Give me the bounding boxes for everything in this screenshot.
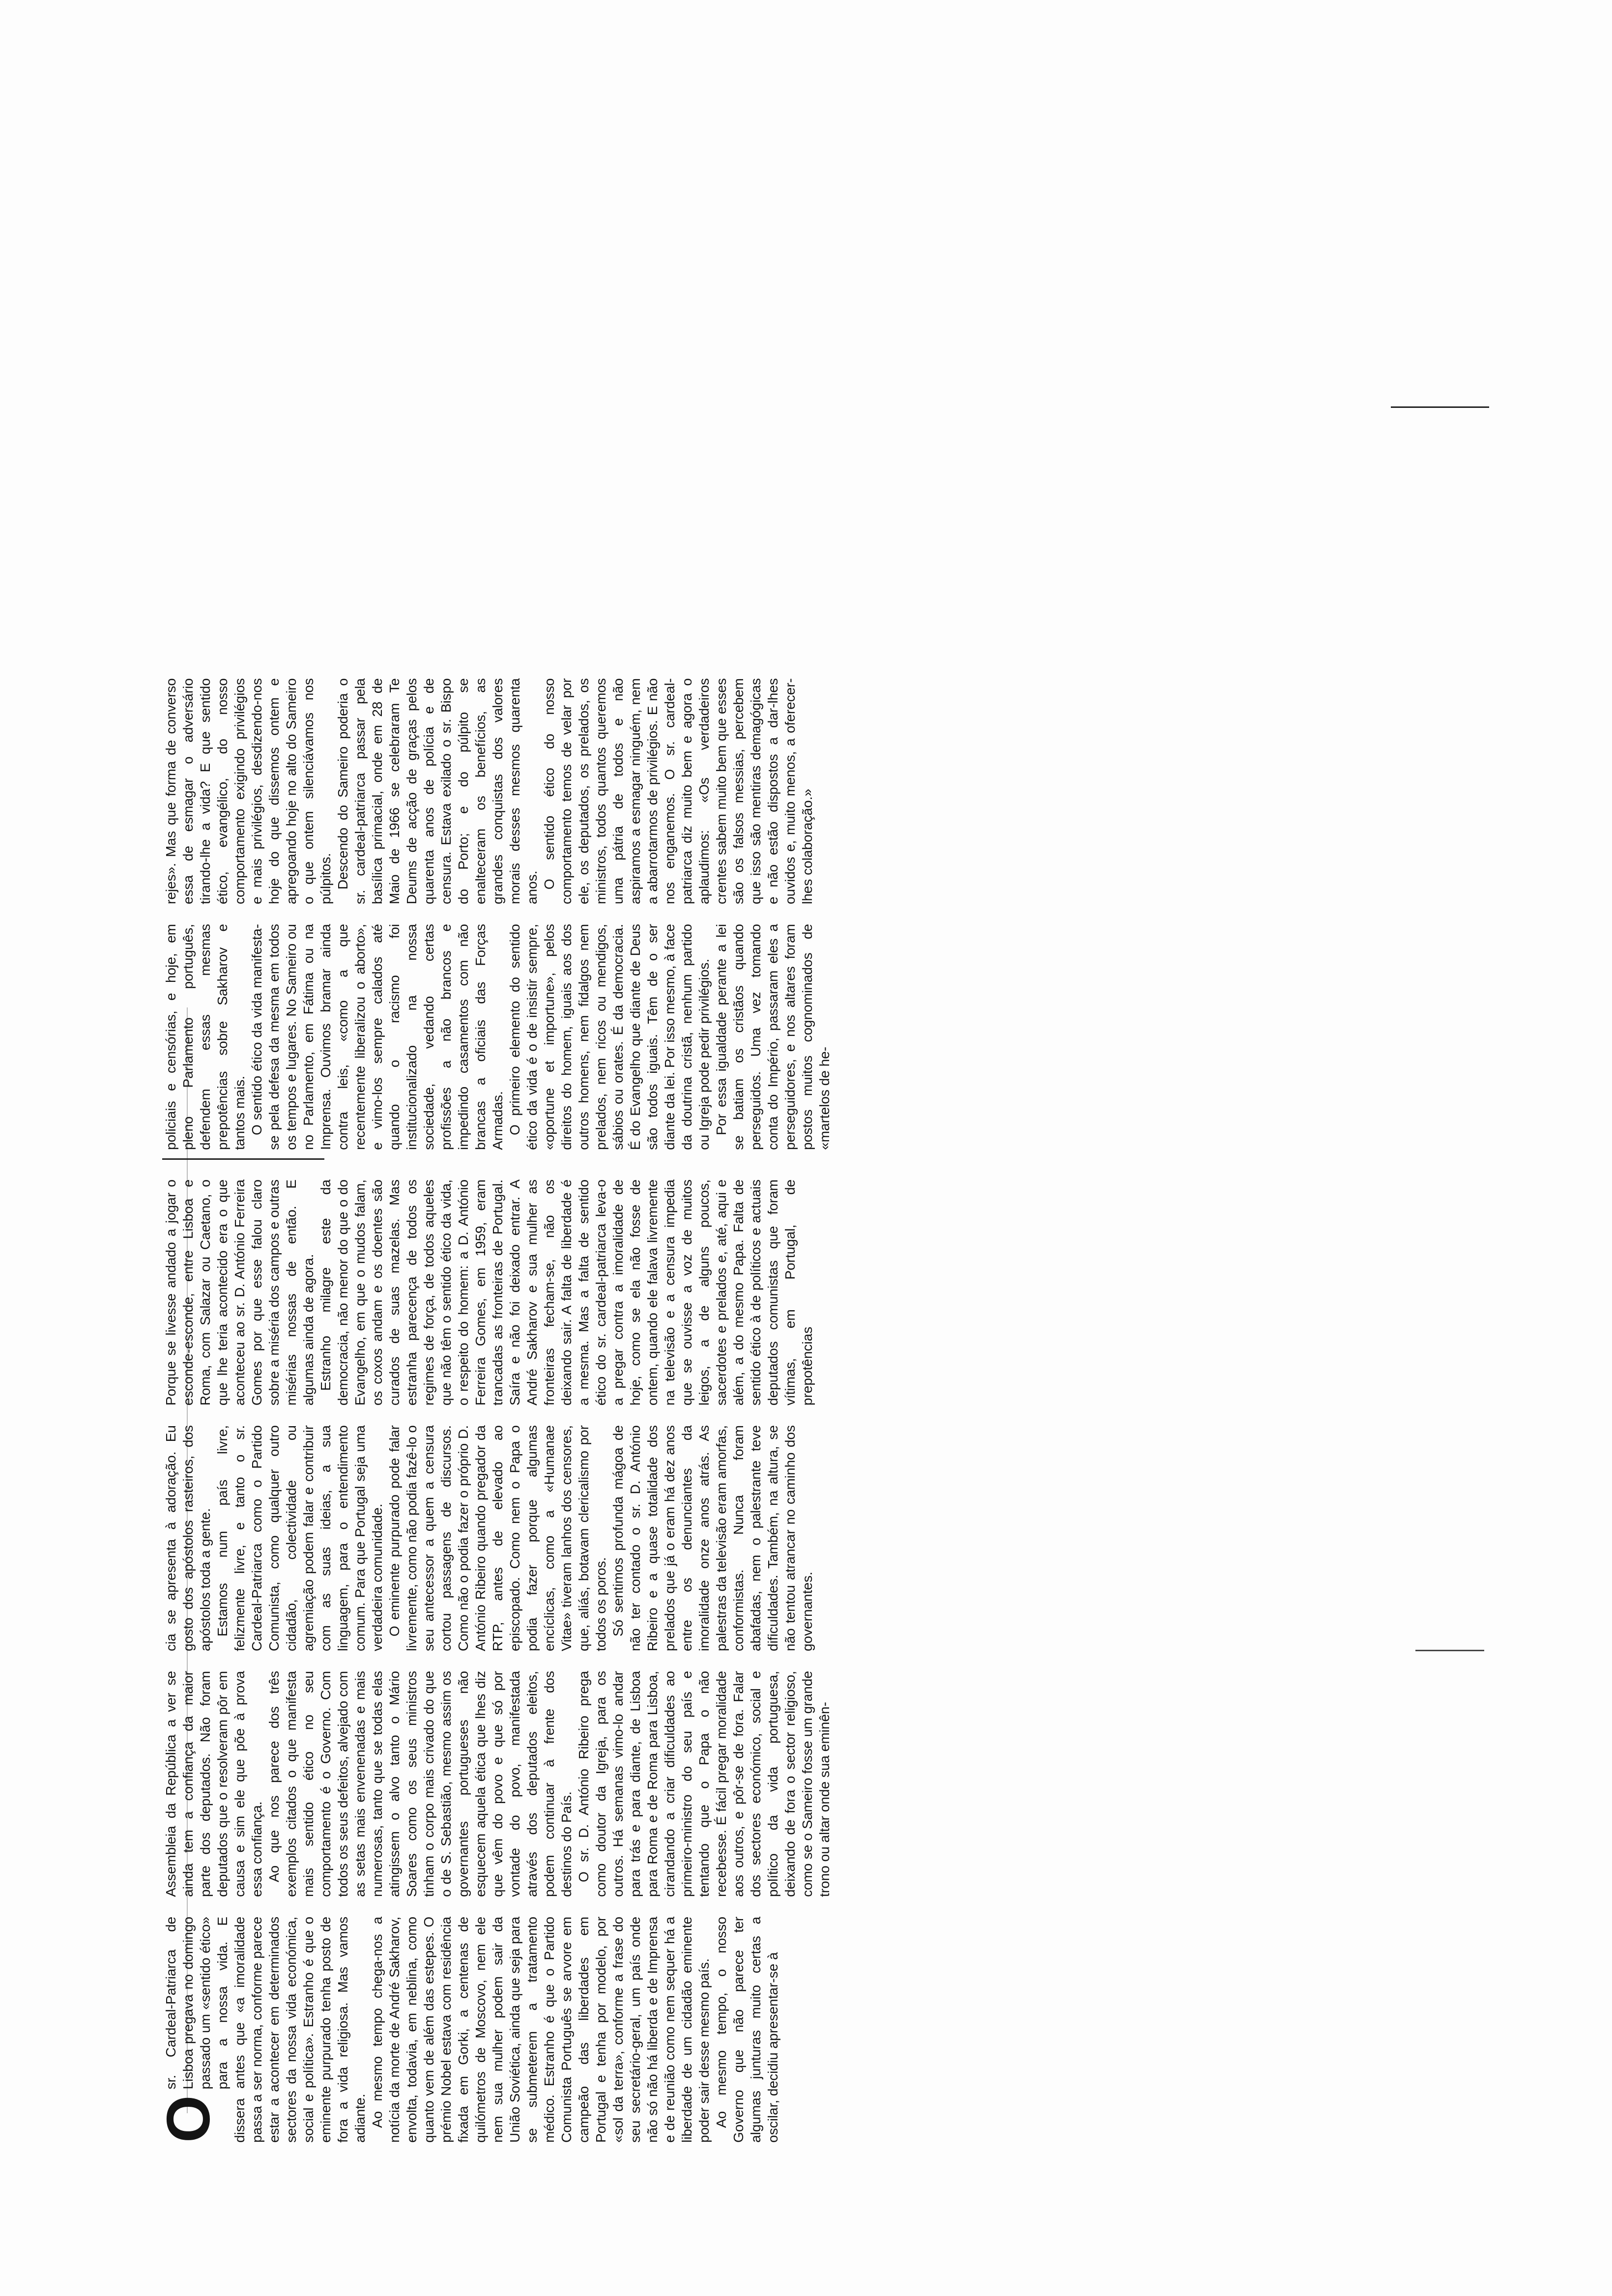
article-column-1	[155, 1917, 781, 2143]
column-rule	[1391, 406, 1489, 408]
paragraph: Por essa igualdade perante a lei se batiam os cristãos quando perseguidos. Uma vez tomando conta do Império, passaram eles a perseguidores, e nos altares foram postos muitos cognominados de «martelos de he-	[714, 924, 832, 1150]
paragraph: Porque se livesse andado a jogar o esconde-esconde, entre Lisboa e Roma, com Salazar ou Caetano, o que lhe teria acontecido era o que aconteceu ao sr. D. António Ferreira Gomes por que esse falou claro sobre a miséria dos campos e outras misérias nossas de então. E algumas ainda de agora.	[163, 1179, 316, 1406]
paragraph: O primeiro elemento do sentido ético da vida é o de insistir sempre, «oportune et importune», pelos direitos do homem, iguais aos dos outros homens, nem fidalgos nem prelados, nem ricos ou mendigos, sábios ou orates. É da democracia. É do Evangelho que diante de Deus são todos iguais. Têm de o ser diante da lei. Por isso mesmo, à face da doutrina cristã, nenhum partido ou Igreja pode pedir privilégios.	[507, 924, 712, 1150]
paragraph: Ao mesmo tempo, o nosso Governo que não parece ter algumas junturas muito certas a oscilar, decidiu apresentar-se à	[714, 1917, 780, 2143]
column-rule	[162, 1158, 324, 1160]
paragraph: policiais e censórias, e hoje, em pleno Parlamento português, defendem essas mesmas prepotências sobre Sakharov e tantos mais.	[163, 924, 247, 1150]
article-column-2	[162, 1671, 833, 1897]
paragraph: cia se apresenta à adoração. Eu gosto dos apóstolos rasteiros, dos apóstolos toda a gente.	[163, 1425, 213, 1651]
paragraph: rejes». Mas que forma de converso essa de esmagar o adversário tirando-lhe a vida? E que sentido ético, evangélico, do nosso comportamento exigindo privilégios e mais privilégios, desdizendo-nos hoje do que dissemos ontem e apregoando hoje no alto do Sameiro o que ontem silenciávamos nos púlpitos.	[163, 678, 333, 904]
drop-cap: O	[155, 2095, 223, 2143]
paragraph: O eminente purpurado pode falar livremente, como não podia fazê-lo o seu antecessor a quem a censura cortou passagens de discursos. Como não o podia fazer o próprio D. António Ribeiro quando pregador da RTP, antes de elevado ao episcopado. Como nem o Papa o podia fazer porque algumas encíclicas, como a «Humanae Vitae» tiveram lanhos dos censores, que, aliás, botavam clericalismo por todos os poros.	[387, 1425, 608, 1651]
column-rule	[1415, 1650, 1484, 1651]
paragraph: Assembleia da República a ver se ainda tem a confiança da maior parte dos deputados. Não foram deputados que o resolveram pôr em causa e sim ele que põe à prova essa confiança.	[163, 1671, 264, 1897]
paragraph	[155, 1917, 369, 2143]
paragraph: O sentido ético da vida manifesta-se pela defesa da mesma em todos os tempos e lugares. No Sameiro ou no Parlamento, em Fátima ou na Imprensa. Ouvimos bramar ainda contra leis, «como a que recentemente liberalizou o aborto», e vimo-los sempre calados até quando o racismo foi institucionalizado na nossa sociedade, vedando certas profissões a não brancos e impedindo casamentos com não brancas a oficiais das Forças Armadas.	[249, 924, 505, 1150]
paragraph: Estamos num país livre, felizmente livre, e tanto o sr. Cardeal-Patriarca como o Partido Comunista, como qualquer outro cidadão, colectividade ou agremiação podem falar e contribuir com as suas ideias, a sua linguagem, para o entendimento comum. Para que Portugal seja uma verdadeira comunidade.	[215, 1425, 385, 1651]
article-column-4	[162, 1179, 816, 1406]
paragraph: O sr. D. António Ribeiro prega como doutor da Igreja, para os outros. Há semanas vimo-lo andar para trás e para diante, de Lisboa para Roma e de Roma para Lisboa, cirandando a criar dificuldades ao primeiro-ministro do seu país e tentando que o Papa o não recebesse. É fácil pregar moralidade aos outros, e pôr-se de fora. Falar dos sectores económico, social e político da vida portuguesa, deixando de fora o sector religioso, como se o Sameiro fosse um grande trono ou altar onde sua eminên-	[576, 1671, 832, 1897]
paragraph: Descendo do Sameiro poderia o sr. cardeal-patriarca passar pela basílica primacial, onde em 28 de Maio de 1966 se celebraram Te Deums de acção de graças pelos quarenta anos de polícia e de censura. Estava exilado o sr. Bispo do Porto; e do púlpito se enalteceram os benefícios, as grandes conquistas dos valores morais desses mesmos quarenta anos.	[335, 678, 540, 904]
article-column-3	[162, 1425, 816, 1651]
paragraph: O sentido ético do nosso comportamento temos de velar por ele, os deputados, os prelados, os ministros, todos quantos queremos uma pátria de todos e não aspiramos a esmagar ninguém, nem a abarrotarmos de privilégios. E não nos enganemos. O sr. cardeal-patriarca diz muito bem e agora o aplaudimos: «Os verdadeiros crentes sabem muito bem que esses são os falsos messias, percebem que isso são mentiras demagógicas e não estão dispostos a dar-lhes ouvidos e, muito menos, a oferecer-lhes colaboração.»	[542, 678, 815, 904]
rotated-article	[155, 138, 1499, 2143]
article-column-5	[162, 924, 833, 1150]
paragraph: Ao que nos parece dos três exemplos citados o que manifesta mais sentido ético no seu comportamento é o Governo. Com todos os seus defeitos, alvejado com as setas mais envenenadas e mais numerosas, tanto que se todas elas atingissem o alvo tanto o Mário Soares como os seus ministros tinham o corpo mais crivado do que o de S. Sebastião, mesmo assim os governantes portugueses não esquecem aquela ética que lhes diz que vêm do povo e que só por vontade do povo, manifestada através dos deputados eleitos, podem continuar à frente dos destinos do País.	[266, 1671, 574, 1897]
paragraph: Ao mesmo tempo chega-nos a notícia da morte de André Sakharov, envolta, todavia, em neblina, como quanto vem de além das estepes. O prémio Nobel estava com residência fixada em Gorki, a centenas de quilómetros de Moscovo, nem ele nem sua mulher podem sair da União Soviética, ainda que seja para se submeterem a tratamento médico. Estranho é que o Partido Comunista Português se arvore em campeão das liberdades em Portugal e tenha por modelo, por «sol da terra», conforme a frase do seu secretário-geral, um país onde não só não há liberda e de Imprensa e de reunião como nem sequer há a liberdade de um cidadão eminente poder sair desse mesmo país.	[370, 1917, 712, 2143]
article-column-6	[162, 678, 816, 904]
paragraph: Estranho milagre este da democracia, não menor do que o do Evangelho, em que o mudos falam, os coxos andam e os doentes são curados de suas mazelas. Mas estranha parecença de todos os regimes de força, de todos aqueles que não têm o sentido ético da vida, o respeito do homem: a D. António Ferreira Gomes, em 1959, eram trancadas as fronteiras de Portugal. Saíra e não foi deixado entrar. A André Sakharov e sua mulher as fronteiras fecham-se, não os deixando sair. A falta de liberdade é a mesma. Mas a falta de sentido ético do sr. cardeal-patriarca leva-o a pregar contra a imoralidade de hoje, como se ela não fosse de ontem, quando ele falava livremente na televisão e a censura impedia que se ouvisse a voz de muitos leigos, a de alguns poucos, sacerdotes e prelados e, até, aqui e além, a do mesmo Papa. Falta de sentido ético à de políticos e actuais deputados comunistas que foram vítimas, em Portugal, de prepotências	[318, 1179, 815, 1406]
paragraph-text: sr. Cardeal-Patriarca de Lisboa pregava no domingo passado um «sentido ético» para a nossa vida. E dissera antes que «a imoralidade passa a ser norma, conforme parece estar a acontecer em determinados sectores da nossa vida económica, social e política». Estranho é que o eminente purpurado tenha posto de fora a vida religiosa. Mas vamos adiante.	[163, 1917, 368, 2143]
paragraph: Só sentimos profunda mágoa de não ter contado o sr. D. António Ribeiro e a quase totalidade dos prelados que já o eram há dez anos entre os denunciantes da imoralidade onze anos atrás. As palestras da televisão eram amorfas, conformistas. Nunca foram abafadas, nem o palestrante teve dificuldades. Também, na altura, se não tentou atrancar no caminho dos governantes.	[610, 1425, 815, 1651]
